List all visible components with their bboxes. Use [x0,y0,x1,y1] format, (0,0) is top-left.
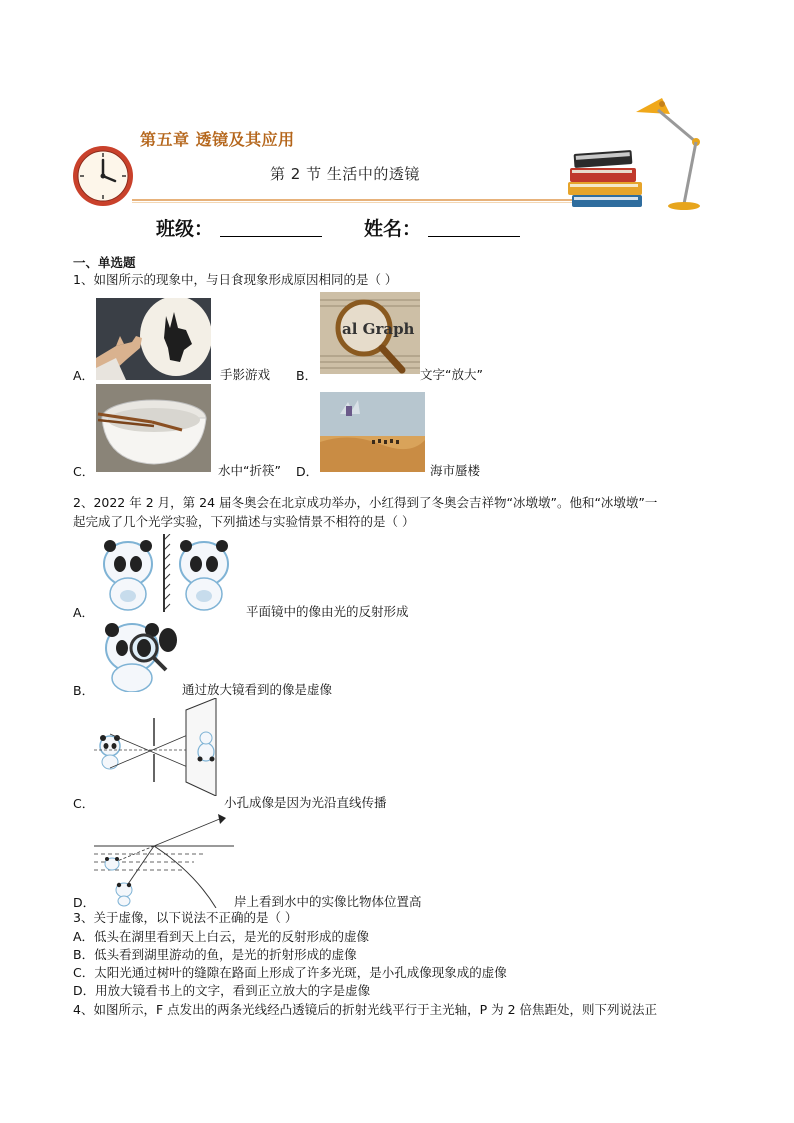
panda-mirror-image [96,534,236,612]
class-blank[interactable] [220,218,322,237]
name-field [364,214,520,241]
q2-option-c-letter: C． [73,796,95,811]
q1-option-d-letter: D． [296,464,319,479]
name-blank[interactable] [428,218,520,237]
q4-stem: 4、如图所示，F 点发出的两条光线经凸透镜后的折射光线平行于主光轴，P 为 2 倍焦距处，则下列说法正 [73,1002,658,1017]
q3-option-d: D．用放大镜看书上的文字，看到正立放大的字是虚像 [73,983,371,998]
panda-magnifier-image [96,620,182,692]
hand-shadow-image [96,298,211,380]
name-label: 姓名： [364,218,422,240]
q1-option-d-caption: 海市蜃楼 [430,463,481,478]
q2-option-a-caption: 平面镜中的像由光的反射形成 [246,604,409,619]
q2-option-b-caption: 通过放大镜看到的像是虚像 [182,682,333,697]
q1-option-c-letter: C． [73,464,95,479]
q3-stem: 3、关于虚像，以下说法不正确的是（ ） [73,910,298,925]
q3-option-c: C．太阳光通过树叶的缝隙在路面上形成了许多光斑，是小孔成像现象成的虚像 [73,965,507,980]
q3-option-b: B．低头看到湖里游动的鱼，是光的折射形成的虚像 [73,947,357,962]
bowl-chopsticks-image [96,384,211,472]
q2-stem-line1: 2、2022 年 2 月，第 24 届冬奥会在北京成功举办，小红得到了冬奥会吉祥物“冰墩墩”。他和“冰墩墩”一 [73,495,658,510]
q1-option-c-caption: 水中“折筷” [218,463,281,478]
refraction-shore-diagram [94,812,234,908]
q3-option-a: A．低头在湖里看到天上白云，是光的反射形成的虚像 [73,929,370,944]
q2-option-d-caption: 岸上看到水中的实像比物体位置高 [234,894,422,909]
header-divider [132,199,622,201]
chapter-title: 第五章 透镜及其应用 [140,130,295,149]
pinhole-imaging-diagram [94,698,224,796]
panda-icon [104,540,152,610]
clock-icon [70,143,136,209]
panda-object [100,735,120,769]
magnifier-newspaper-image [320,292,420,374]
q2-option-b-letter: B． [73,683,95,698]
q1-stem: 1、如图所示的现象中，与日食现象形成原因相同的是（ ） [73,272,398,287]
q2-option-a-letter: A． [73,605,95,620]
mirage-desert-image [320,392,425,472]
q1-option-a-caption: 手影游戏 [220,367,271,382]
section-heading: 一、单选题 [73,255,136,270]
q2-stem-line2: 起完成了几个光学实验，下列描述与实验情景不相符的是（ ） [73,514,415,529]
q2-option-c-caption: 小孔成像是因为光沿直线传播 [224,795,387,810]
q1-option-b-letter: B． [296,368,318,383]
class-field [156,214,322,241]
q2-option-d-letter: D． [73,895,96,910]
books-and-lamp-illustration [566,92,706,214]
q1-option-a-letter: A． [73,368,95,383]
class-label: 班级： [156,218,214,240]
section-title: 第 2 节 生活中的透镜 [270,165,420,183]
header-divider-shadow [132,202,622,203]
q1-option-b-caption: 文字“放大” [420,367,483,382]
magnifier-word: al Graph [342,320,415,338]
